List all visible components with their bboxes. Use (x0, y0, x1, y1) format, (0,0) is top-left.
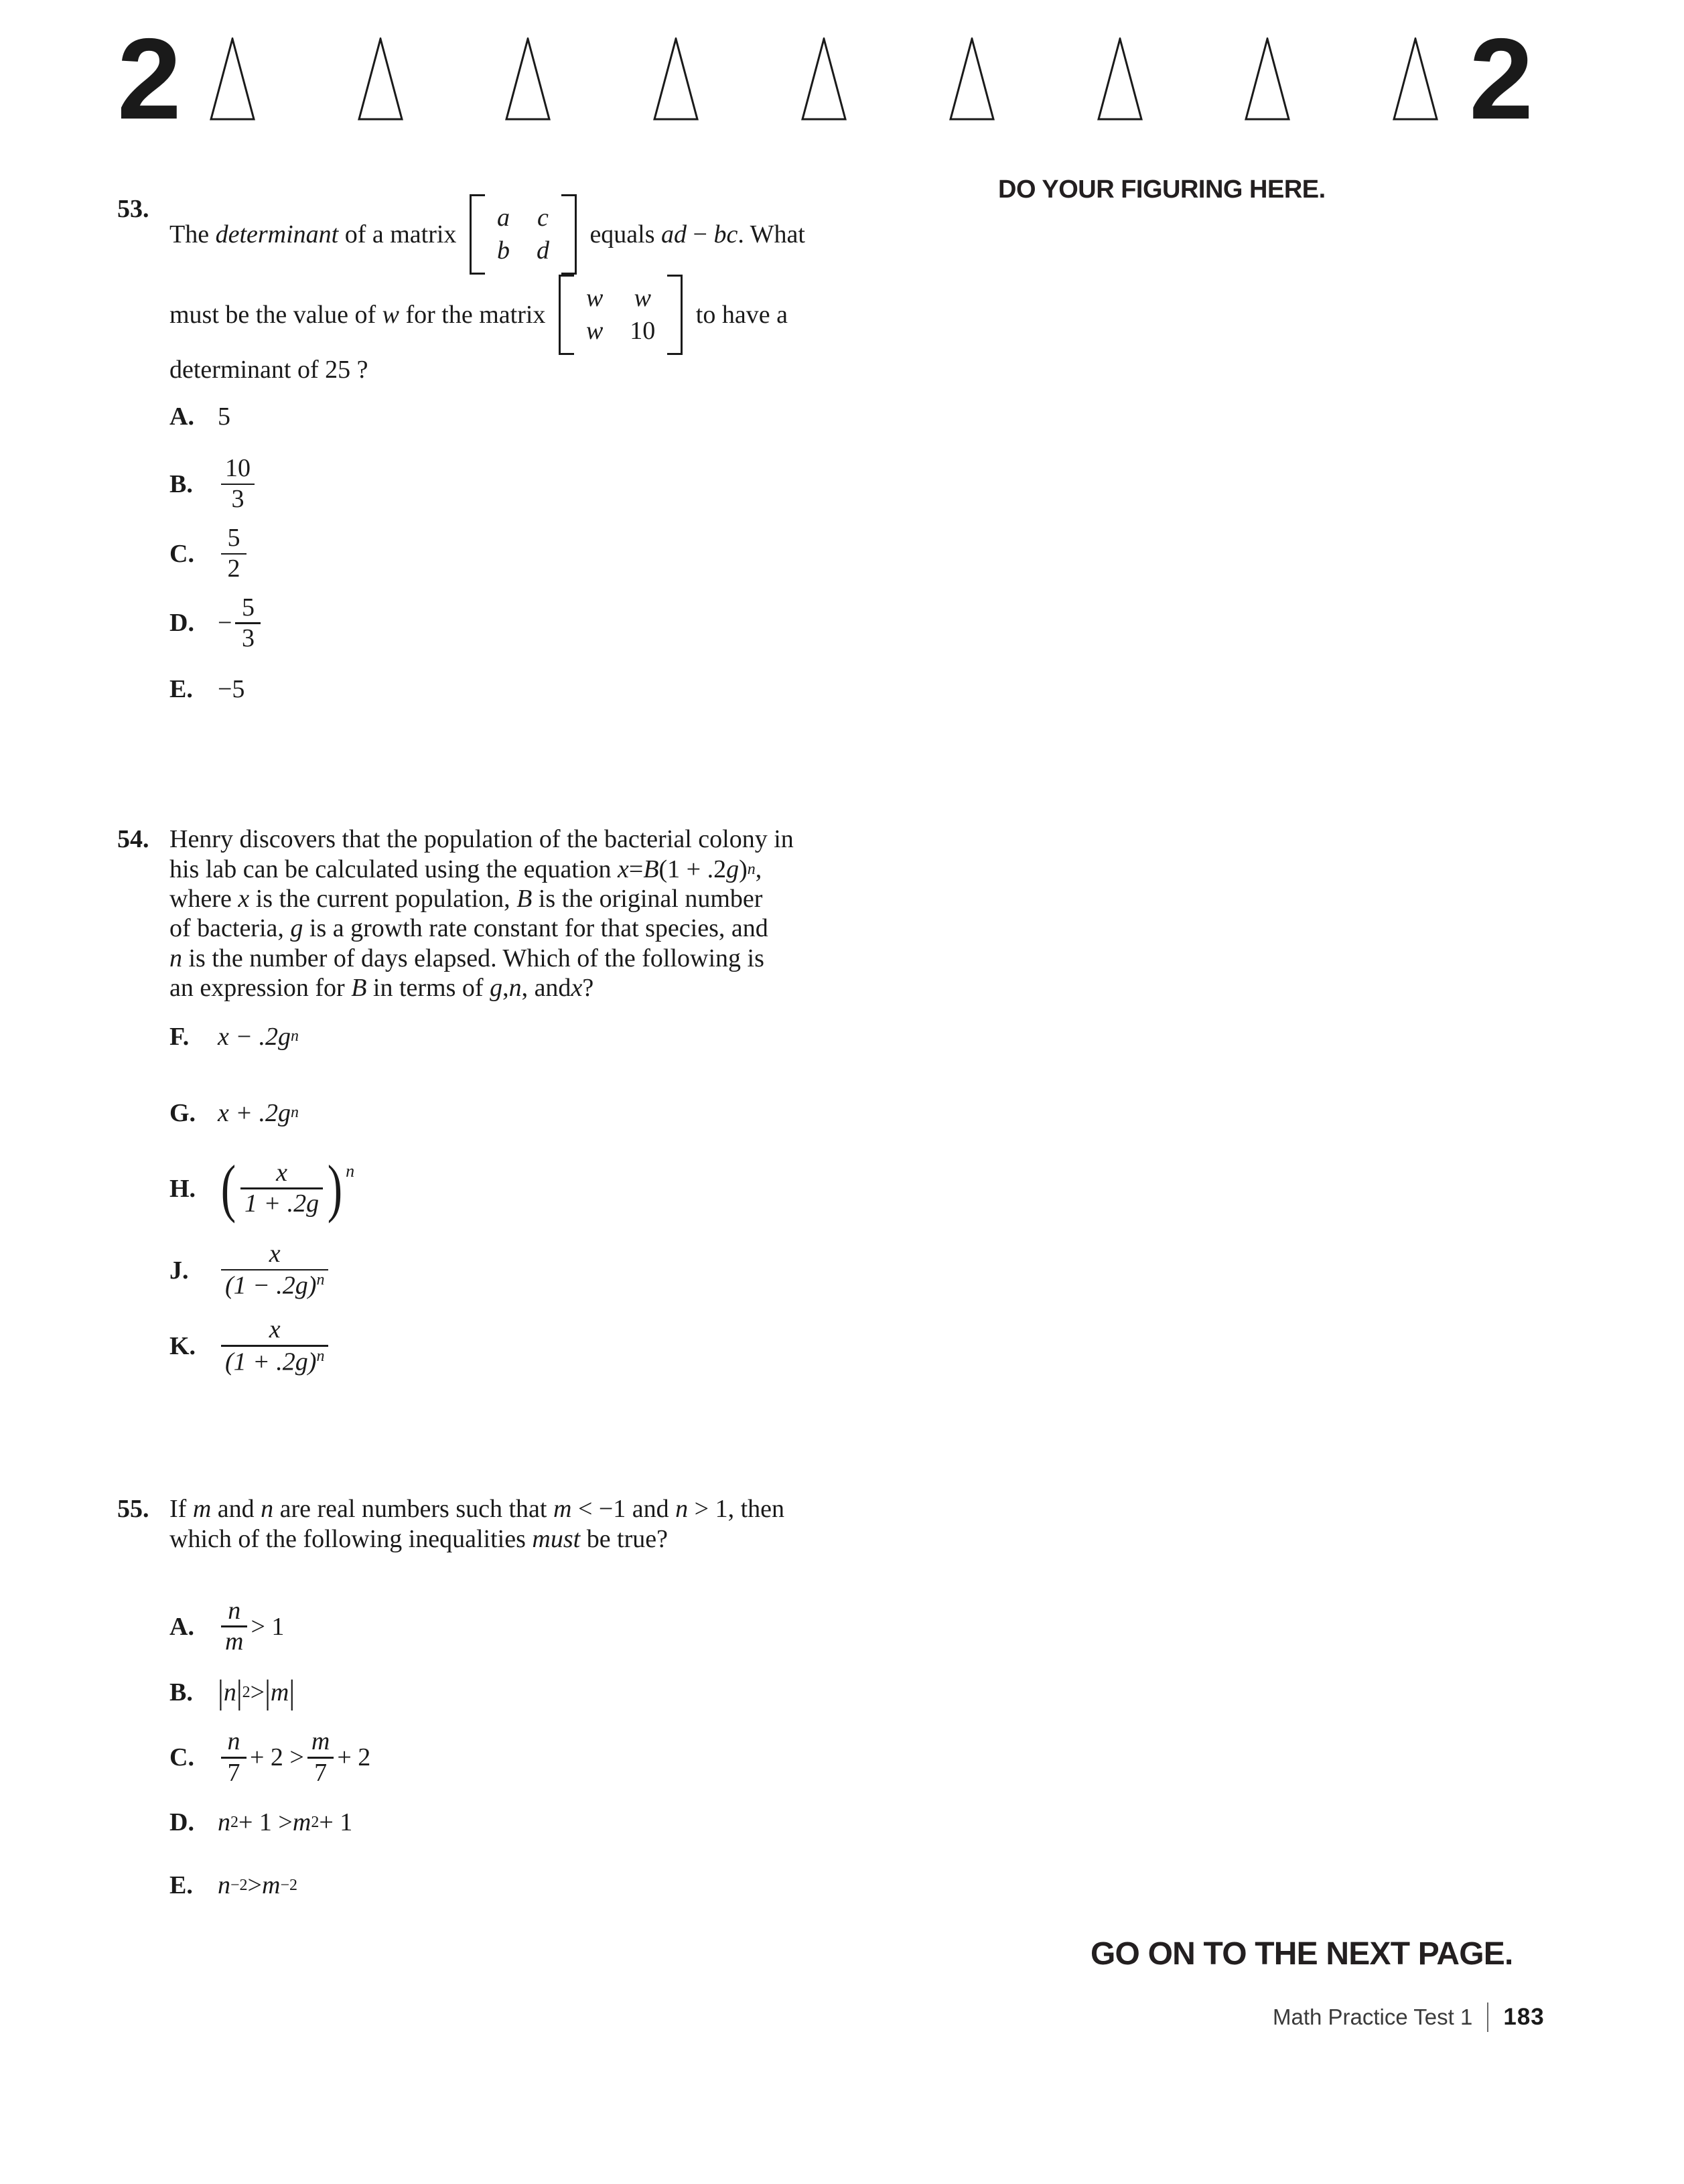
q53-text-bc: bc (713, 220, 738, 248)
triangle-icon (801, 38, 847, 121)
q54-comma: , (755, 855, 762, 883)
choice-54-F-letter: F. (169, 1022, 190, 1051)
q54-line-4b: is a growth rate constant for that species, and (303, 914, 768, 943)
fraction-denominator (221, 1348, 328, 1376)
fraction-numerator: 5 (241, 593, 255, 622)
question-53-number: 53. (117, 195, 149, 223)
choice-55-D-value (218, 1808, 352, 1837)
choice-54-K[interactable] (169, 1317, 827, 1375)
choice-54-J-value (218, 1241, 332, 1299)
q54-line-6a: an expression for (169, 974, 352, 1003)
fraction-numerator: 5 (227, 523, 240, 552)
fraction-5-3 (235, 595, 261, 652)
choice-54-G[interactable] (169, 1098, 827, 1128)
choice-54-H-value (218, 1152, 355, 1224)
q55-line-1a: If (169, 1495, 193, 1524)
fraction-denominator: 1 + .2g (244, 1189, 320, 1218)
fraction-numerator: 10 (225, 454, 251, 483)
q53-text-a: The (169, 220, 216, 248)
fraction-denominator: m (225, 1627, 244, 1656)
choice-55-D-right-exp: 2 (311, 1813, 320, 1831)
q55-line-1e: > 1, then (688, 1495, 785, 1524)
q53-text-determinant: determinant (215, 220, 339, 248)
q53-text-w: w (382, 300, 399, 329)
choice-53-E[interactable] (169, 674, 827, 704)
question-55-stem (169, 1494, 827, 1554)
absolute-value-bar: | (289, 1673, 295, 1712)
q54-line-3a: where (169, 884, 238, 913)
matrix1-cell-a: a (496, 204, 510, 232)
fraction-numerator: x (269, 1315, 281, 1344)
choice-55-B[interactable] (169, 1673, 827, 1712)
q54-var-B: B (643, 855, 659, 883)
fraction-numerator: n (228, 1596, 241, 1625)
fraction-x-over-1plus2g (240, 1160, 323, 1218)
choice-55-D-right-var: m (292, 1808, 311, 1837)
choice-54-G-exponent: n (291, 1104, 299, 1122)
triangle-divider-row (179, 33, 1470, 125)
choice-55-E-left-exp: −2 (230, 1876, 248, 1894)
matrix-w-w-w-10 (559, 275, 683, 354)
choice-53-A-letter: A. (169, 403, 194, 431)
choice-55-C-value (218, 1729, 370, 1786)
do-your-figuring-here-note: DO YOUR FIGURING HERE. (998, 175, 1326, 204)
question-53-stem (169, 194, 827, 384)
footer-divider (1487, 2003, 1488, 2032)
choice-53-C-value (218, 525, 250, 583)
choice-55-D-middle: + 1 > (238, 1808, 293, 1837)
q54-var-x: x (618, 855, 629, 883)
q54-line-3b: is the current population, (249, 884, 517, 913)
q55-must: must (532, 1524, 581, 1553)
q54-line-5: is the number of days elapsed. Which of the following is (182, 944, 764, 972)
q54-var-x2: x (238, 884, 250, 913)
q53-text-h: determinant of 25 ? (169, 356, 368, 384)
footer-test-name: Math Practice Test 1 (1273, 2005, 1473, 2029)
q53-text-e: must be the value of (169, 300, 382, 329)
choice-55-B-left-var: n (223, 1678, 236, 1707)
choice-53-E-value: −5 (218, 675, 245, 704)
choice-54-J[interactable] (169, 1241, 827, 1299)
question-53 (117, 194, 827, 704)
choice-54-K-letter: K. (169, 1332, 196, 1361)
q54-exponent-n: n (747, 860, 756, 878)
choice-54-F[interactable] (169, 1022, 827, 1051)
q54-var-n2: n (508, 974, 522, 1003)
section-number-right: 2 (1469, 14, 1531, 143)
choice-54-H-letter: H. (169, 1174, 196, 1203)
q55-line-1b: and (211, 1495, 261, 1524)
choice-55-D-tail: + 1 (319, 1808, 353, 1837)
choice-55-A[interactable] (169, 1598, 827, 1656)
choice-53-A-value: 5 (218, 403, 230, 431)
choice-55-C-middle: + 2 > (250, 1743, 304, 1772)
matrix2-cell-3: w (585, 317, 604, 345)
choice-54-G-letter: G. (169, 1098, 196, 1127)
choice-53-B-letter: B. (169, 470, 193, 499)
q54-var-g: g (726, 855, 740, 883)
paren-group (218, 1152, 346, 1224)
triangle-icon (1245, 38, 1290, 121)
choice-53-D-letter: D. (169, 609, 194, 638)
choice-53-A[interactable] (169, 402, 827, 431)
q54-var-B3: B (351, 974, 367, 1003)
matrix2-cell-1: w (585, 284, 604, 313)
question-54-number: 54. (117, 825, 149, 854)
q54-equals: = (628, 855, 644, 883)
choice-53-C-letter: C. (169, 539, 194, 568)
choice-55-D-letter: D. (169, 1808, 194, 1837)
fraction-denominator: 2 (227, 555, 240, 583)
triangle-icon (949, 38, 995, 121)
q53-text-minus: − (687, 220, 714, 248)
denominator-exponent: n (316, 1271, 325, 1289)
triangle-icon (210, 38, 255, 121)
choice-54-G-value (218, 1098, 299, 1128)
choice-55-C-letter: C. (169, 1743, 194, 1772)
q54-line-6b: in terms of (366, 974, 490, 1003)
triangle-icon (358, 38, 403, 121)
choice-55-E-left-var: n (218, 1871, 230, 1900)
page-footer (1273, 2003, 1545, 2032)
fraction-5-2 (221, 525, 247, 583)
fraction-n-over-7 (221, 1729, 247, 1786)
choice-55-B-exponent: 2 (242, 1683, 251, 1701)
choice-55-A-letter: A. (169, 1612, 194, 1641)
fraction-numerator: m (311, 1727, 330, 1756)
page-header (117, 12, 1531, 146)
question-54-stem (169, 824, 827, 1003)
denominator-exponent: n (316, 1347, 325, 1365)
choice-55-B-relation: > (250, 1678, 265, 1707)
choice-55-B-right-var: m (270, 1678, 289, 1707)
question-53-choices (169, 402, 827, 704)
fraction-x-over-1minus2g-n (221, 1241, 328, 1299)
q54-var-B2: B (516, 884, 533, 913)
choice-55-E-middle: > (247, 1871, 262, 1900)
matrix2-cell-2: w (634, 284, 651, 313)
q54-comma-1: , (502, 974, 509, 1003)
q55-line-2b: be true? (580, 1524, 668, 1553)
q55-line-2a: which of the following inequalities (169, 1524, 533, 1553)
q54-line-2a: his lab can be calculated using the equation (169, 855, 618, 883)
denominator-expr: (1 + .2g) (225, 1348, 317, 1376)
fraction-n-over-m (221, 1598, 247, 1656)
triangle-icon (653, 38, 699, 121)
matrix1-cell-c: c (537, 204, 549, 232)
q55-var-n: n (261, 1495, 274, 1524)
q53-text-c: equals (583, 220, 662, 248)
q54-and: , and (521, 974, 571, 1003)
choice-54-H[interactable] (169, 1152, 827, 1224)
choice-55-B-letter: B. (169, 1678, 193, 1707)
choice-53-B[interactable] (169, 455, 827, 513)
choice-53-C[interactable] (169, 525, 827, 583)
choice-55-E-right-var: m (261, 1871, 281, 1900)
fraction-denominator (221, 1272, 328, 1299)
q54-line-4a: of bacteria, (169, 914, 291, 943)
section-number-left: 2 (117, 14, 179, 143)
q54-paren-close: ) (739, 855, 748, 883)
choice-55-E-letter: E. (169, 1871, 193, 1900)
question-55 (117, 1494, 827, 1900)
choice-55-E-value (218, 1871, 297, 1900)
paren-right: ) (327, 1152, 343, 1224)
matrix1-cell-b: b (496, 236, 510, 265)
denominator-expr: (1 − .2g) (225, 1271, 317, 1300)
choice-54-J-letter: J. (169, 1256, 189, 1285)
choice-55-E-right-exp: −2 (280, 1876, 297, 1894)
go-on-to-next-page-note: GO ON TO THE NEXT PAGE. (1091, 1936, 1513, 1972)
fraction-m-over-7 (307, 1729, 334, 1786)
question-54 (117, 824, 827, 1394)
q54-var-x3: x (571, 974, 583, 1003)
choice-54-F-expr: x − .2g (218, 1022, 291, 1051)
choice-55-D[interactable] (169, 1808, 827, 1837)
q55-var-n2: n (675, 1495, 689, 1524)
choice-55-C[interactable] (169, 1729, 827, 1786)
choice-54-K-value (218, 1317, 332, 1375)
question-55-number: 55. (117, 1495, 149, 1524)
absolute-value-bar: | (265, 1673, 271, 1712)
question-54-choices (169, 1022, 827, 1376)
choice-55-A-relation: > 1 (251, 1612, 285, 1641)
matrix-abcd (470, 194, 577, 274)
q54-var-g3: g (490, 974, 503, 1003)
fraction-numerator: x (269, 1240, 281, 1268)
footer-page-number: 183 (1503, 2004, 1545, 2030)
q55-line-1c: are real numbers such that (273, 1495, 553, 1524)
q53-text-f: for the matrix (399, 300, 552, 329)
choice-54-F-exponent: n (291, 1027, 299, 1045)
q55-var-m: m (192, 1495, 212, 1524)
triangle-icon (1393, 38, 1438, 121)
triangle-icon (505, 38, 551, 121)
q53-text-g: to have a (689, 300, 788, 329)
paren-left: ( (220, 1152, 236, 1224)
q53-text-d: . What (738, 220, 805, 248)
fraction-denominator: 3 (241, 624, 255, 652)
q53-text-ad: ad (661, 220, 687, 248)
q54-question-mark: ? (582, 974, 594, 1003)
negative-sign: − (218, 609, 232, 638)
fraction-numerator: n (227, 1727, 240, 1756)
absolute-value-bar: | (236, 1673, 242, 1712)
q55-line-1d: < −1 and (571, 1495, 676, 1524)
q54-var-n: n (169, 944, 182, 972)
choice-54-F-value (218, 1022, 299, 1051)
q54-line-1: Henry discovers that the population of the bacterial colony in (169, 825, 794, 854)
fraction-10-3 (221, 455, 255, 513)
q55-var-m2: m (553, 1495, 572, 1524)
question-column (117, 194, 827, 1900)
matrix2-cell-4: 10 (630, 317, 656, 345)
triangle-icon (1097, 38, 1143, 121)
fraction-denominator: 7 (227, 1758, 240, 1787)
choice-55-C-tail: + 2 (337, 1743, 371, 1772)
absolute-value-bar: | (218, 1673, 224, 1712)
q53-text-b: of a matrix (338, 220, 463, 248)
fraction-bar (221, 1345, 328, 1347)
choice-55-E[interactable] (169, 1871, 827, 1900)
fraction-numerator: x (276, 1158, 287, 1187)
choice-53-E-letter: E. (169, 675, 193, 704)
fraction-bar (221, 1269, 328, 1271)
choice-53-D-value (218, 595, 264, 652)
q54-paren-open: (1 + .2 (658, 855, 727, 883)
question-55-choices (169, 1598, 827, 1900)
choice-54-H-exponent: n (346, 1161, 355, 1181)
choice-55-D-left-exp: 2 (230, 1813, 238, 1831)
fraction-denominator: 3 (231, 485, 244, 514)
choice-55-D-left-var: n (218, 1808, 230, 1837)
choice-55-B-value (218, 1673, 295, 1712)
q54-line-3c: is the original number (532, 884, 763, 913)
choice-53-B-value (218, 455, 258, 513)
choice-54-G-expr: x + .2g (218, 1098, 291, 1127)
fraction-x-over-1plus2g-n (221, 1317, 328, 1375)
matrix1-cell-d: d (536, 236, 549, 265)
choice-55-A-value (218, 1598, 284, 1656)
choice-53-D[interactable] (169, 595, 827, 652)
fraction-denominator: 7 (314, 1758, 328, 1787)
q54-var-g2: g (290, 914, 303, 943)
